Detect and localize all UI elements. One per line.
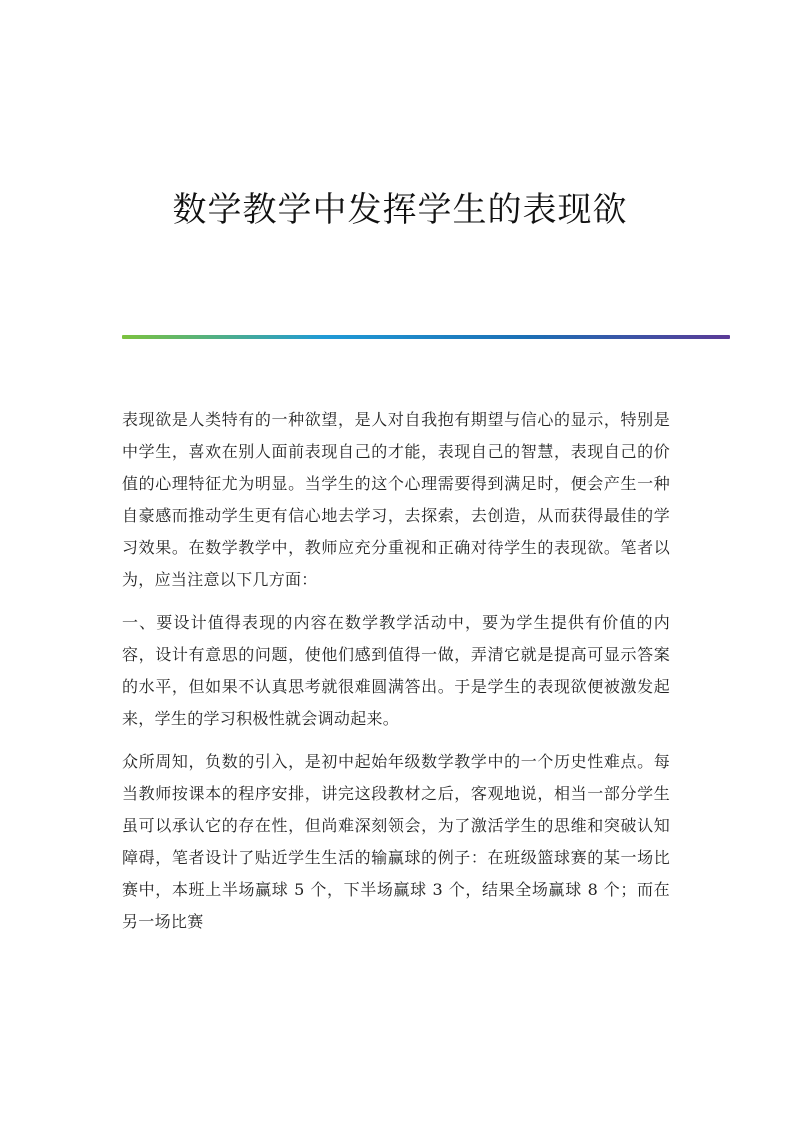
document-body xyxy=(122,404,670,949)
paragraph-section-one: 一、要设计值得表现的内容在数学教学活动中，要为学生提供有价值的内容，设计有意思的问题，使他们感到值得一做，弄清它就是提高可显示答案的水平，但如果不认真思考就很难圆满答出。于是学生的表现欲便被激发起来，学生的学习积极性就会调动起来。 xyxy=(122,613,670,728)
paragraph-intro: 表现欲是人类特有的一种欲望，是人对自我抱有期望与信心的显示，特别是中学生，喜欢在别人面前表现自己的才能，表现自己的智慧，表现自己的价值的心理特征尤为明显。当学生的这个心理需要得到满足时，便会产生一种自豪感而推动学生更有信心地去学习，去探索，去创造，从而获得最佳的学习效果。在数学教学中，教师应充分重视和正确对待学生的表现欲。笔者以为，应当注意以下几方面： xyxy=(122,410,670,589)
document-title: 数学教学中发挥学生的表现欲 xyxy=(172,190,628,230)
paragraph-negative-numbers: 众所周知，负数的引入，是初中起始年级数学教学中的一个历史性难点。每当教师按课本的程序安排，讲完这段教材之后，客观地说，相当一部分学生虽可以承认它的存在性，但尚难深刻领会，为了激活学生的思维和突破认知障碍，笔者设计了贴近学生生活的输赢球的例子：在班级篮球赛的某一场比赛中，本班上半场赢球 5 个，下半场赢球 3 个，结果全场赢球 8 个；而在另一场比赛 xyxy=(122,752,670,931)
title-divider xyxy=(122,335,730,339)
